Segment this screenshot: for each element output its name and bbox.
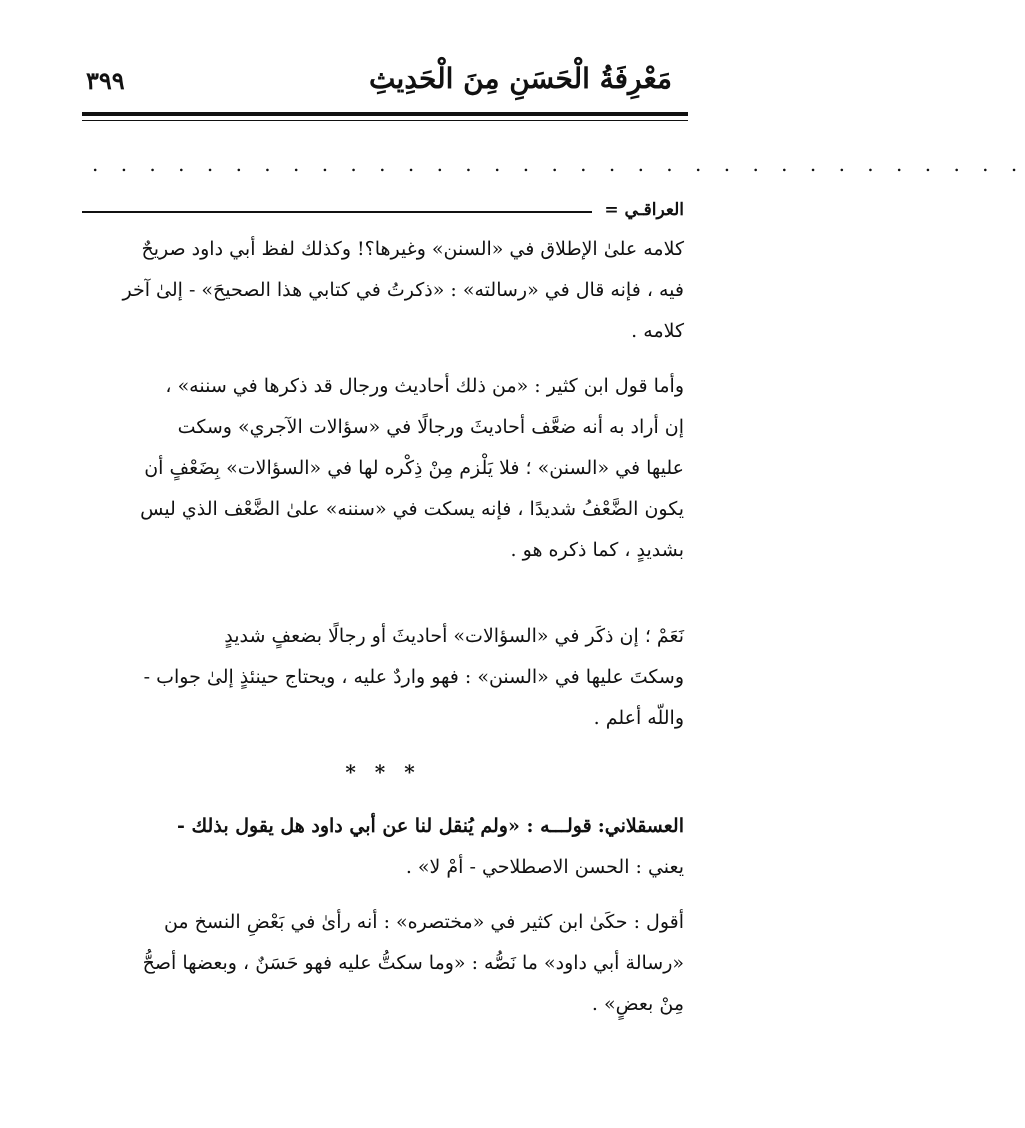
text-line: واللّه أعلم . [593,707,684,729]
paragraph-1 [76,229,684,352]
paragraph-4 [76,806,684,888]
text-line: وسكتَ عليها في «السنن» : فهو واردٌ عليه ، ويحتاج حينئذٍ إلىٰ جواب - [143,666,684,688]
text-line: وأما قول ابن كثير : «من ذلك أحاديث ورجال قد ذكرها في سننه» ، [165,375,684,397]
text-line: كلامه علىٰ الإطلاق في «السنن» وغيرها؟! وكذلك لفظ أبي داود صريحٌ [141,238,684,260]
text-line: عليها في «السنن» ؛ فلا يَلْزم مِنْ ذِكْره لها في «السؤالات» بِضَعْفٍ أن [144,457,684,479]
header-rule-thick [82,112,688,116]
text-line: بشديدٍ ، كما ذكره هو . [510,539,684,561]
commentator-label: العراقـي = [604,200,684,220]
page-number: ٣٩٩ [86,66,125,95]
text-line: يكون الضَّعْفُ شديدًا ، فإنه يسكت في «سننه» علىٰ الضَّعْف الذي ليس [140,498,684,520]
text-line: نَعَمْ ؛ إن ذكَر في «السؤالات» أحاديثَ أو رجالًا بضعفٍ شديدٍ [224,625,684,647]
separator-dots: . . . . . . . . . . . . . . . . . . . . . . . . . . . . . . . . . [92,152,1025,176]
speaker-label: العسقلاني: [597,815,684,837]
text-line: مِنْ بعضٍ» . [591,993,684,1015]
text-line: فيه ، فإنه قال في «رسالته» : «ذكرتُ في كتابي هذا الصحيحَ» - إلىٰ آخر [122,279,684,301]
text-line: يعني : الحسن الاصطلاحي - أمْ لا» . [405,856,684,878]
text-line [76,806,684,847]
paragraph-2 [76,366,684,571]
quoted-text: قولـــه : «ولم يُنقل لنا عن أبي داود هل يقول بذلك - [177,815,592,837]
commentator-rule [82,211,592,213]
text-line: «رسالة أبي داود» ما نَصُّه : «وما سكتُّ عليه فهو حَسَنٌ ، وبعضها أصحُّ [142,952,684,974]
text-line: كلامه . [631,320,684,342]
text-line: إن أراد به أنه ضعَّف أحاديثَ ورجالًا في «سؤالات الآجري» وسكت [177,416,684,438]
section-ornament: * * * [345,760,421,784]
paragraph-5 [76,902,684,1025]
text-line: أقول : حكَىٰ ابن كثير في «مختصره» : أنه رأىٰ في بَعْضِ النسخ من [163,911,684,933]
running-title: مَعْرِفَةُ الْحَسَنِ مِنَ الْحَدِيثِ [369,62,672,95]
paragraph-3 [76,616,684,739]
header-rule-thin [82,120,688,121]
